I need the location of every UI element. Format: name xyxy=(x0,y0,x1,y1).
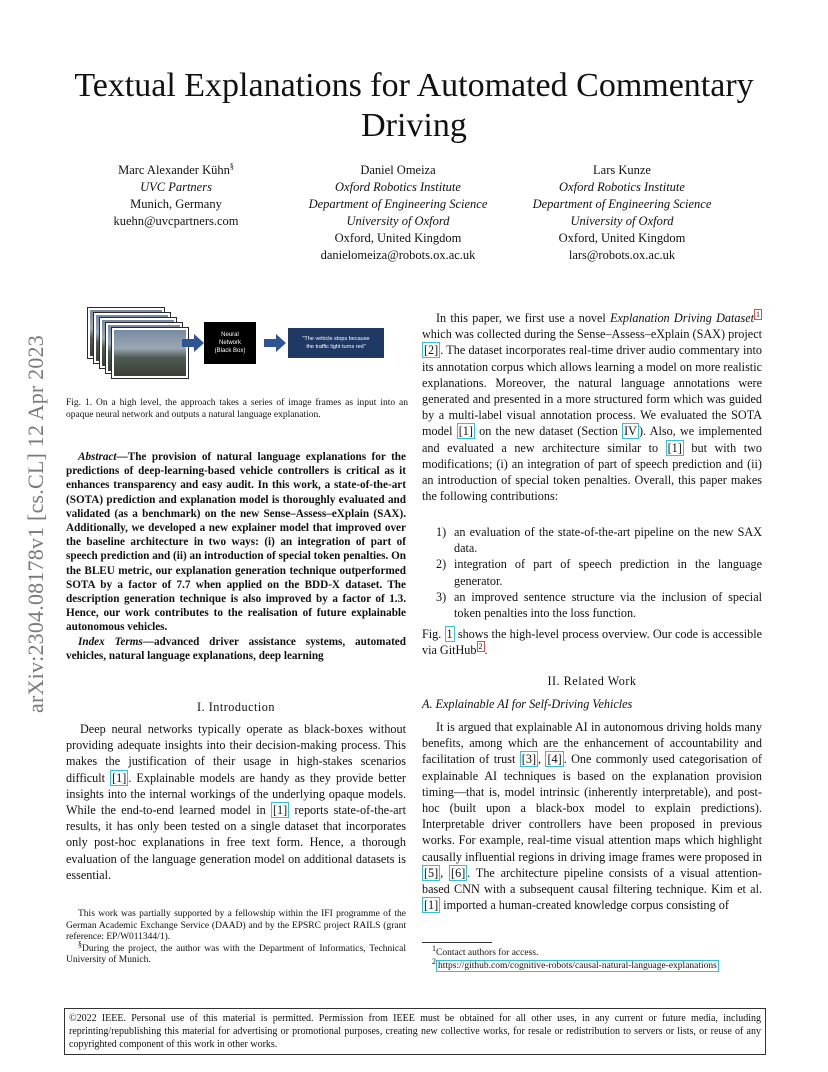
author-name: Daniel Omeiza xyxy=(360,163,436,177)
introduction-text: Deep neural networks typically operate as black-boxes without providing adequate insights into their decision-making process. This makes the justification of their usage in high-stakes scenarios difficult [1] . Explainable models are handy as they provide better insights into the internal workings of the underlying opaque models. While the end-to-end learned model in [1] reports state-of-the-art results, it has only been tested on a single dataset that incorporates only post-hoc explanations in free text form. Hence, a thorough evaluation of the language generation model on additional datasets is essential. xyxy=(66,722,407,882)
author-affiliation: Department of Engineering Science xyxy=(532,197,712,211)
section-link[interactable]: IV xyxy=(624,424,637,439)
author-affiliation: Oxford Robotics Institute xyxy=(559,180,685,194)
citation-link[interactable]: [1] xyxy=(112,770,127,785)
arxiv-stamp: arXiv:2304.08178v1 [cs.CL] 12 Apr 2023 xyxy=(23,335,48,713)
author-affiliation: Department of Engineering Science xyxy=(308,197,488,211)
citation-link[interactable]: [4] xyxy=(547,752,562,767)
author-email[interactable]: lars@robots.ox.ac.uk xyxy=(568,248,676,262)
author-block-kuhn xyxy=(66,162,286,230)
footnotes-right xyxy=(432,943,762,972)
author-location: Munich, Germany xyxy=(130,197,222,211)
figure-1-caption: Fig. 1. On a high level, the approach takes a series of image frames as input into an opaque neural network and outputs a natural language explanation. xyxy=(66,398,408,420)
neural-network-box: Neural Network (Black Box) xyxy=(204,322,256,364)
citation-link[interactable]: [1] xyxy=(272,803,288,818)
subsection-heading: A. Explainable AI for Self-Driving Vehicles xyxy=(422,697,633,711)
citation-link[interactable]: [1] xyxy=(667,440,682,455)
author-affiliation: UVC Partners xyxy=(140,180,212,194)
footnote-divider xyxy=(422,942,492,943)
explanation-output-box: "The vehicle stops because the traffic light turns red" xyxy=(288,328,384,358)
author-email[interactable]: danielomeiza@robots.ox.ac.uk xyxy=(320,248,476,262)
author-location: Oxford, United Kingdom xyxy=(334,231,462,245)
abstract: Abstract—The provision of natural language explanations for the predictions of deep-learning-based vehicle controllers is critical as it enhances transparency and easy audit. In this work, a state-of-the-art (SOTA) prediction and explanation model is thoroughly evaluated and validated (as a benchmark) on the new Sense–Assess–eXplain (SAX). Additionally, we developed a new explainer model that improved over the baseline architecture in two ways: (i) an integration of part of speech prediction and (ii) an introduction of special token penalties. On the BLEU metric, our explanation generation technique outperformed SOTA by a factor of 7.7 when applied on the BDD-X dataset. The description generation technique is also improved by a factor of 1.3. Hence, our work contributes to the realisation of future explainable autonomous vehicles. Index Terms—advanced driver assistance systems, automated vehicles, natural language explanations, deep learning xyxy=(66,451,406,662)
author-footnote: §During the project, the author was with the Department of Informatics, Technical University of Munich. xyxy=(66,939,406,966)
intro-continued: In this paper, we first use a novel Explanation Driving Dataset $^1$ which was collected during the Sense–Assess–eXplain (SAX) project [2] . The dataset incorporates real-time driver audio commentary into its annotation corpus which allows learning a model on more realistic explanations. Moreover, the natural language annotations were generated and presented in a more structured form which was guided by a multi-label visual annotation process. We evaluated the SOTA model [1] on the new dataset (Section IV ). Also, we implemented and evaluated a new architecture similar to [1] but with two modifications; (i) an integration of part of speech prediction and (ii) an introduction of special token penalties. Overall, this paper makes the following contributions: xyxy=(422,309,763,504)
citation-link[interactable]: [1] xyxy=(458,424,473,439)
github-link[interactable]: https://github.com/cognitive-robots/causal-natural-language-explanations xyxy=(438,960,717,971)
citation-link[interactable]: [1] xyxy=(424,898,439,913)
author-block-omeiza xyxy=(288,162,508,264)
list-item: 3) an improved sentence structure via the inclusion of special token penalties into the loss function. xyxy=(436,589,762,621)
image-frames-stack xyxy=(88,308,178,378)
footnote-link[interactable]: 1 xyxy=(756,309,760,319)
figure-1 xyxy=(66,300,406,388)
citation-link[interactable]: [3] xyxy=(521,752,537,767)
figure-link[interactable]: 1 xyxy=(446,627,453,641)
paper-title: Textual Explanations for Automated Commentary Driving xyxy=(74,67,754,144)
funding-footnote: This work was partially supported by a fellowship within the IFI programme of the German Academic Exchange Service (DAAD) and by the EPSRC project RAILS (grant reference: EP/W011344/1). xyxy=(66,909,406,943)
section-heading-related-work: II. Related Work xyxy=(547,674,637,688)
citation-link[interactable]: [5] xyxy=(424,865,439,880)
footnote: $^1$Contact authors for access. xyxy=(432,943,539,958)
citation-link[interactable]: [2] xyxy=(424,343,439,358)
author-affiliation: University of Oxford xyxy=(346,214,450,228)
author-name: Marc Alexander Kühn§ xyxy=(118,161,234,177)
list-item: 1) an evaluation of the state-of-the-art pipeline on the new SAX data. xyxy=(436,525,762,556)
related-work-text: It is argued that explainable AI in autonomous driving holds many benefits, among which are the enhancement of accountability and facilitation of trust [3] , [4] . One commonly used categorisation of explainable AI techniques is based on the explanation provision timing—that is, model intrinsic (inherently interpretable), and post-hoc (built upon a black-box model to explain predictions). Interpretable driver controllers have been proposed in previous works. For example, real-time visual attention maps which highlight causally influential regions in driving image frames were proposed in [5] , [6] . The architecture pipeline consists of a visual attention-based CNN with a subsequent causal filtering technique. Kim et al. [1] imported a human-created knowledge corpus consisting of xyxy=(422,720,762,913)
list-item: 2) integration of part of speech prediction in the language generator. xyxy=(436,557,762,588)
copyright-notice: ©2022 IEEE. Personal use of this material is permitted. Permission from IEEE must be obtained for all other uses, in any current or future media, including reprinting/republishing this material for advertising or promotional purposes, creating new collective works, for resale or redistribution to servers or lists, or reuse of any copyrighted component of this work in other works. xyxy=(64,1008,766,1055)
author-email[interactable]: kuehn@uvcpartners.com xyxy=(113,214,239,228)
footnotes-left xyxy=(66,909,406,967)
contributions-list xyxy=(422,524,762,621)
image-frame xyxy=(112,328,188,378)
footnote-link[interactable]: 2 xyxy=(478,642,483,652)
author-name: Lars Kunze xyxy=(593,163,651,177)
author-affiliation: University of Oxford xyxy=(570,214,674,228)
author-block-kunze xyxy=(512,162,732,264)
section-heading-introduction: I. Introduction xyxy=(197,700,275,714)
footnote: $^2$ https://github.com/cognitive-robots/causal-natural-language-explanations xyxy=(432,956,717,971)
citation-link[interactable]: [6] xyxy=(451,865,466,880)
author-affiliation: Oxford Robotics Institute xyxy=(335,180,461,194)
author-location: Oxford, United Kingdom xyxy=(558,231,686,245)
overview-paragraph: Fig. 1 shows the high-level process overview. Our code is accessible via GitHub $^2$ . xyxy=(422,627,762,658)
